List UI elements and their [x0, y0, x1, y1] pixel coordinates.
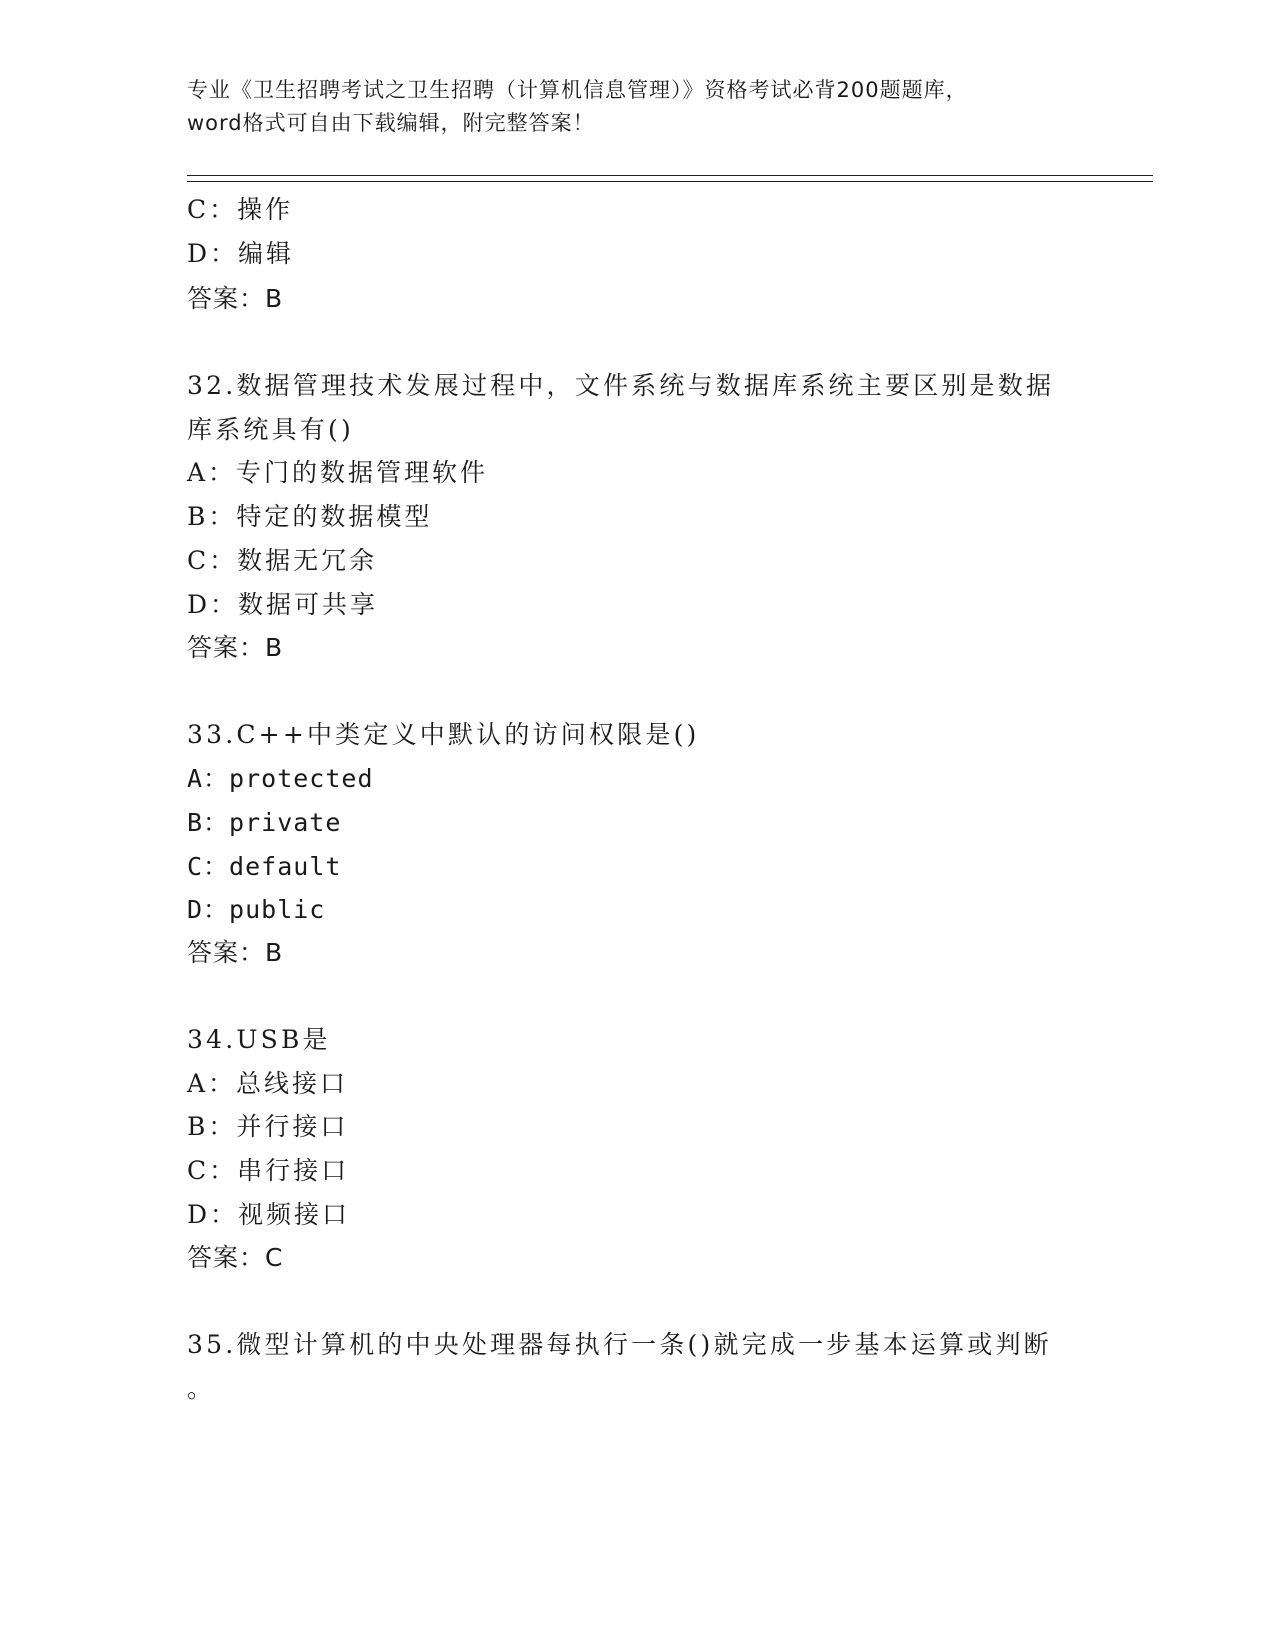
q33-option-b: B：private	[187, 808, 342, 837]
header-line-2: word格式可自由下载编辑，附完整答案！	[187, 111, 595, 135]
q34-answer: 答案：C	[187, 1243, 284, 1272]
header-divider-top	[187, 175, 1153, 176]
q35-stem-line-1: 35.微型计算机的中央处理器每执行一条()就完成一步基本运算或判断	[187, 1330, 1052, 1359]
q33-stem: 33.C++中类定义中默认的访问权限是()	[187, 720, 700, 749]
q34-option-c: C：串行接口	[187, 1156, 350, 1185]
q31-option-c: C：操作	[187, 195, 294, 224]
q34-option-b: B：并行接口	[187, 1112, 349, 1141]
header-divider-bottom	[187, 181, 1153, 182]
q33-option-d: D：public	[187, 895, 326, 924]
q32-option-d: D：数据可共享	[187, 590, 379, 619]
q32-stem-line-1: 32.数据管理技术发展过程中，文件系统与数据库系统主要区别是数据	[187, 371, 1055, 400]
document-header	[187, 74, 1087, 140]
q31-option-d: D：编辑	[187, 239, 295, 268]
q31-answer: 答案：B	[187, 284, 284, 313]
q35-stem-line-2: 。	[187, 1374, 216, 1403]
q32-answer: 答案：B	[187, 633, 284, 662]
q32-stem-line-2: 库系统具有()	[187, 415, 354, 444]
q33-option-a: A：protected	[187, 764, 374, 793]
q34-stem: 34.USB是	[187, 1025, 331, 1054]
q33-answer: 答案：B	[187, 938, 284, 967]
q32-option-c: C：数据无冗余	[187, 546, 378, 575]
q32-option-a: A：专门的数据管理软件	[187, 458, 489, 487]
q32-option-b: B：特定的数据模型	[187, 502, 433, 531]
q34-option-a: A：总线接口	[187, 1069, 349, 1098]
q34-option-d: D：视频接口	[187, 1200, 351, 1229]
header-line-1: 专业《卫生招聘考试之卫生招聘（计算机信息管理）》资格考试必背200题题库，	[187, 78, 968, 102]
q33-option-c: C：default	[187, 852, 342, 881]
